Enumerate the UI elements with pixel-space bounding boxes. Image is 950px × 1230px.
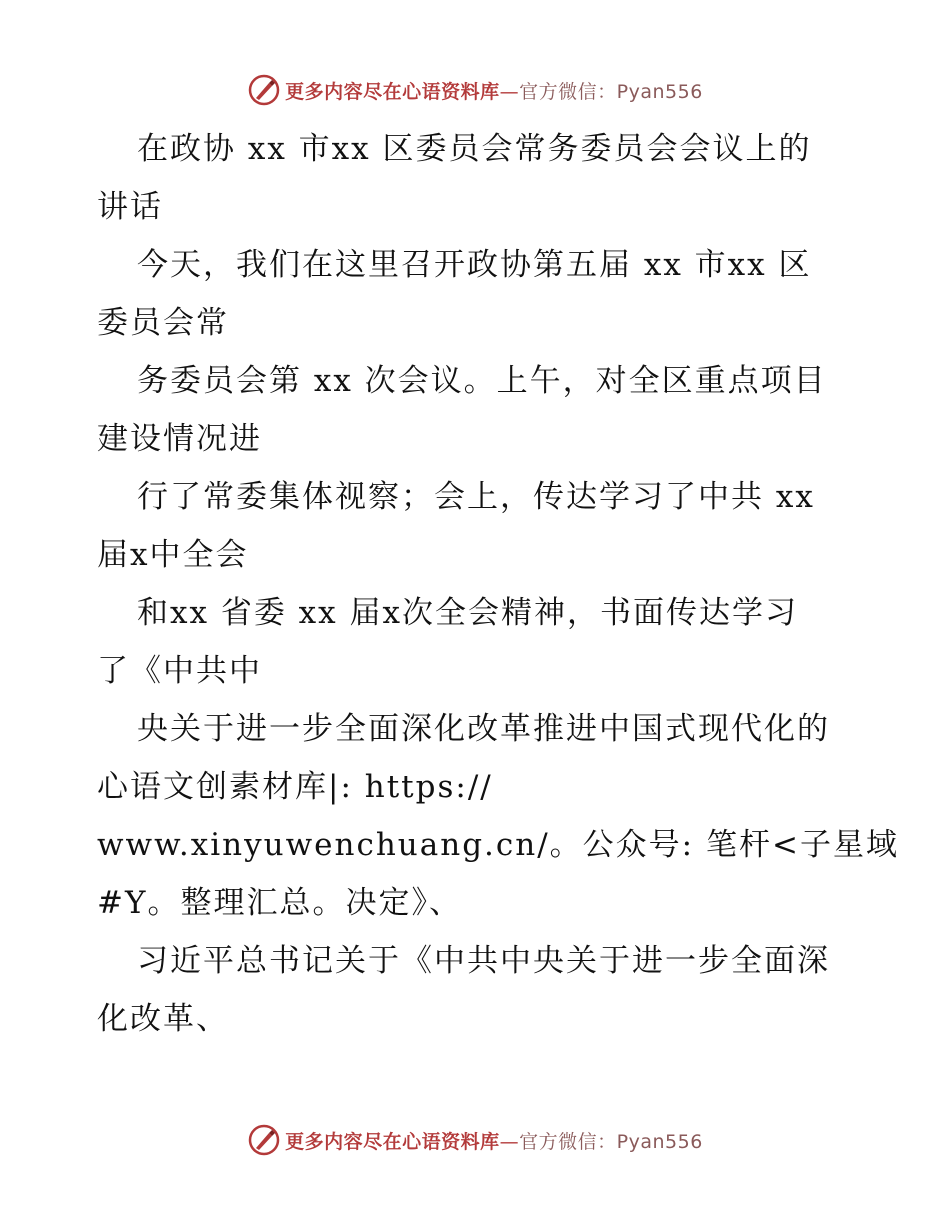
body-line: 今天，我们在这里召开政协第五届 xx 市xx 区 (137, 247, 812, 283)
pen-circle-logo-icon (247, 1123, 281, 1157)
body-line: 央关于进一步全面深化改革推进中国式现代化的 (137, 711, 830, 747)
body-line: 化改革、 (97, 1001, 229, 1037)
body-line: 在政协 xx 市xx 区委员会常务委员会会议上的 (137, 131, 812, 167)
body-line: #Y。整理汇总。决定》、 (97, 885, 462, 921)
body-line: 务委员会第 xx 次会议。上午，对全区重点项目 (137, 363, 827, 399)
body-line: 讲话 (97, 189, 163, 225)
body-line: 委员会常 (97, 305, 229, 341)
header-text (285, 77, 703, 104)
header-banner (0, 70, 950, 110)
body-line: 心语文创素材库|: https:// (97, 769, 493, 805)
footer-wechat-text: 官方微信：Pyan556 (519, 1130, 703, 1153)
body-line: 了《中共中 (97, 653, 262, 689)
body-line: 习近平总书记关于《中共中央关于进一步全面深 (137, 943, 830, 979)
header-wechat-text: 官方微信：Pyan556 (519, 80, 703, 103)
body-line: 和xx 省委 xx 届x次全会精神，书面传达学习 (137, 595, 798, 631)
header-separator: — (499, 80, 520, 103)
body-line: www.xinyuwenchuang.cn/。公众号: 笔杆<子星域 (97, 827, 899, 863)
body-line: 届x中全会 (97, 537, 249, 573)
footer-text (285, 1127, 703, 1154)
header-library-text: 更多内容尽在心语资料库 (285, 80, 500, 103)
footer-library-text: 更多内容尽在心语资料库 (285, 1130, 500, 1153)
footer-banner (0, 1120, 950, 1160)
body-line: 建设情况进 (97, 421, 262, 457)
pen-circle-logo-icon (247, 73, 281, 107)
footer-separator: — (499, 1130, 520, 1153)
document-body (97, 120, 899, 1048)
body-line: 行了常委集体视察；会上，传达学习了中共 xx (137, 479, 815, 515)
